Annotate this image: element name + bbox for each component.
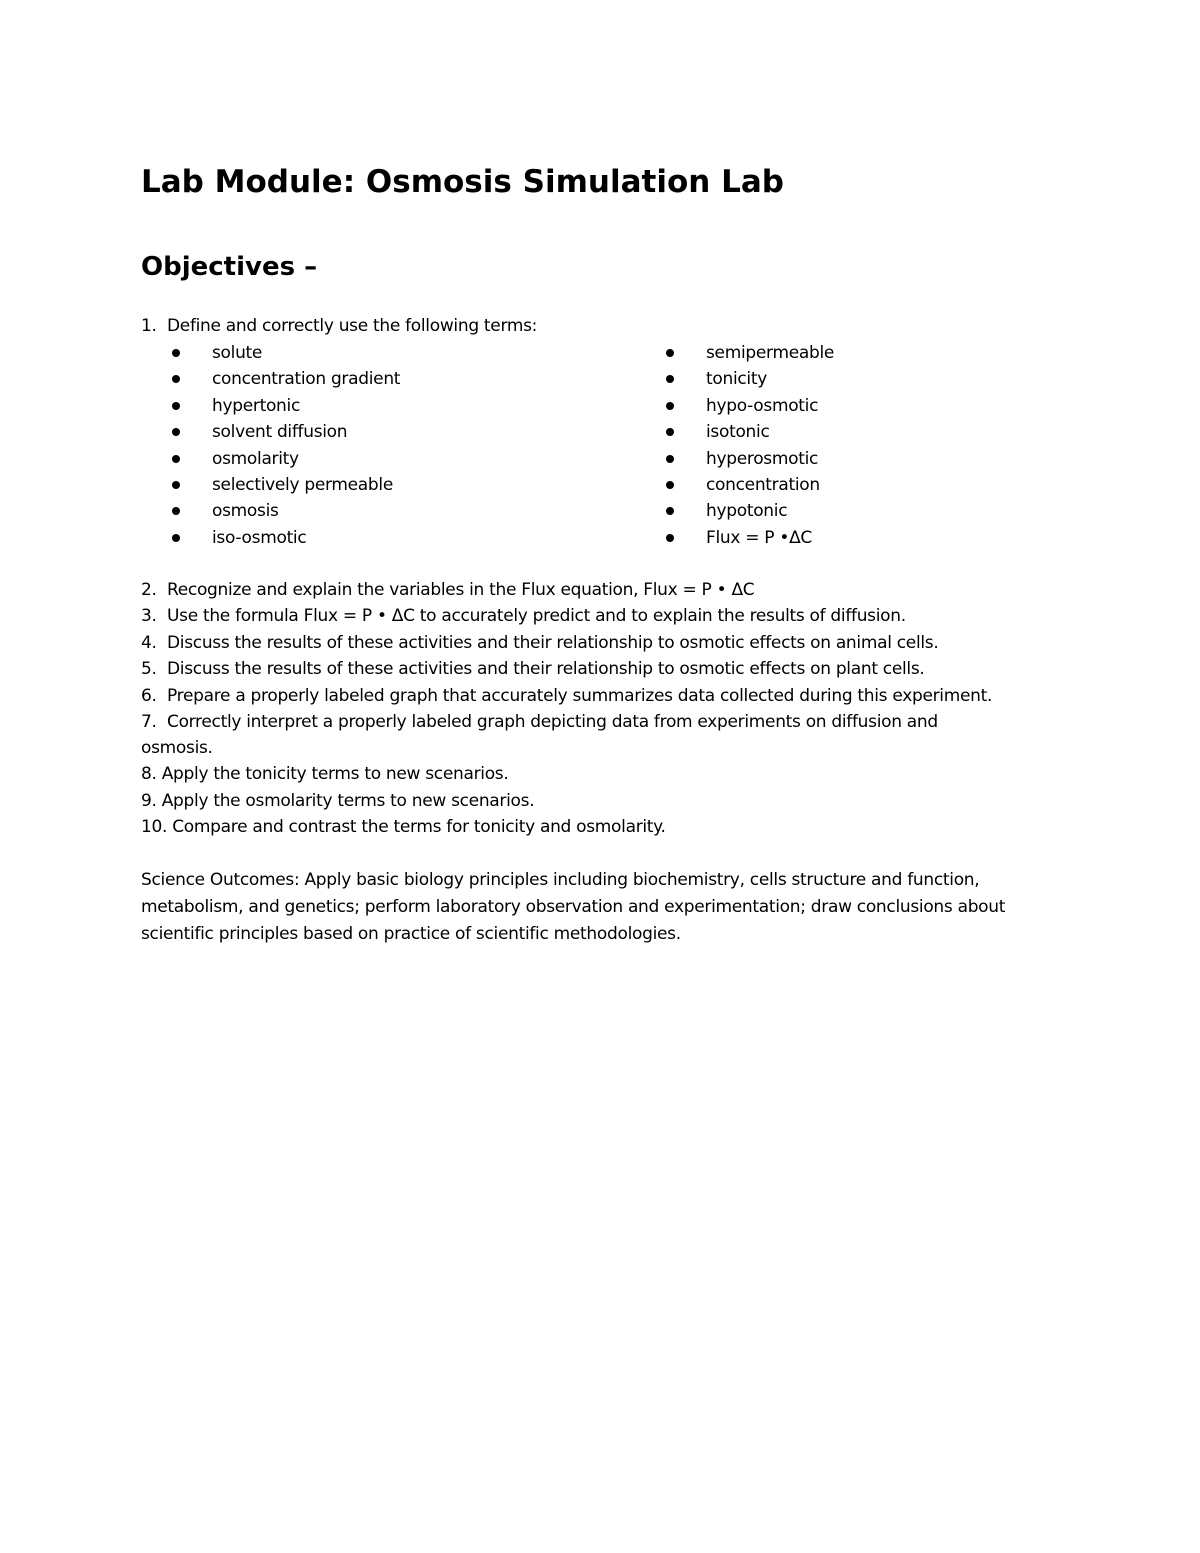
bullet-icon — [666, 428, 674, 436]
objective-number: 5. — [141, 659, 157, 679]
term-text: selectively permeable — [212, 474, 393, 495]
objective-item-5 — [141, 656, 925, 683]
terms-list-right — [666, 340, 834, 551]
term-item — [172, 393, 400, 419]
bullet-icon — [172, 375, 180, 383]
objective-item-10: 10. Compare and contrast the terms for tonicity and osmolarity. — [141, 817, 666, 837]
bullet-icon — [666, 507, 674, 515]
bullet-icon — [172, 507, 180, 515]
term-item — [666, 525, 834, 551]
objective-item-8: 8. Apply the tonicity terms to new scenarios. — [141, 764, 509, 784]
term-text: iso-osmotic — [212, 527, 307, 548]
term-text: hypotonic — [706, 501, 788, 522]
term-item — [666, 498, 834, 524]
bullet-icon — [666, 402, 674, 410]
bullet-icon — [666, 349, 674, 357]
objective-text: Define and correctly use the following terms: — [167, 316, 538, 336]
objective-item-1 — [141, 313, 537, 340]
objective-text: Prepare a properly labeled graph that accurately summarizes data collected during this experiment. — [167, 686, 993, 706]
objective-number: 2. — [141, 580, 157, 600]
term-item — [172, 472, 400, 498]
bullet-icon — [666, 481, 674, 489]
objective-item-6 — [141, 683, 992, 710]
bullet-icon — [172, 534, 180, 542]
term-text: osmosis — [212, 501, 279, 522]
bullet-icon — [172, 349, 180, 357]
term-text: isotonic — [706, 422, 770, 443]
objective-item-2 — [141, 577, 754, 604]
term-item — [666, 393, 834, 419]
terms-list-left — [172, 340, 400, 551]
term-item — [666, 340, 834, 366]
objective-text: Recognize and explain the variables in the Flux equation, Flux = P • ΔC — [167, 580, 755, 600]
objective-item-7-continuation: osmosis. — [141, 738, 213, 758]
term-text: hypertonic — [212, 395, 300, 416]
term-text: concentration — [706, 474, 820, 495]
term-text: Flux = P •ΔC — [706, 527, 812, 548]
objective-item-3 — [141, 603, 906, 630]
term-text: tonicity — [706, 369, 767, 390]
objective-number: 7. — [141, 712, 157, 732]
bullet-icon — [666, 375, 674, 383]
objective-text: Discuss the results of these activities and their relationship to osmotic effects on plant cells. — [167, 659, 925, 679]
objective-number: 3. — [141, 606, 157, 626]
term-item — [172, 446, 400, 472]
objective-text: Correctly interpret a properly labeled graph depicting data from experiments on diffusion and — [167, 712, 938, 732]
term-text: solute — [212, 343, 263, 363]
term-item — [172, 340, 400, 366]
bullet-icon — [666, 534, 674, 542]
term-text: hypo-osmotic — [706, 395, 819, 416]
bullet-icon — [172, 481, 180, 489]
term-item — [666, 419, 834, 445]
document-title: Lab Module: Osmosis Simulation Lab — [141, 164, 784, 200]
objective-text: Use the formula Flux = P • ΔC to accurately predict and to explain the results of diffusion. — [167, 606, 906, 626]
term-text: semipermeable — [706, 343, 835, 363]
objective-text: Discuss the results of these activities and their relationship to osmotic effects on animal cells. — [167, 633, 939, 653]
objective-number: 1. — [141, 316, 157, 336]
term-text: solvent diffusion — [212, 422, 348, 443]
term-item — [172, 525, 400, 551]
bullet-icon — [666, 455, 674, 463]
term-item — [666, 472, 834, 498]
term-item — [666, 446, 834, 472]
objective-number: 4. — [141, 633, 157, 653]
bullet-icon — [172, 455, 180, 463]
term-text: concentration gradient — [212, 369, 401, 390]
term-item — [666, 366, 834, 392]
term-item — [172, 366, 400, 392]
term-text: osmolarity — [212, 448, 299, 469]
science-outcomes-paragraph: Science Outcomes: Apply basic biology principles including biochemistry, cells structure and function, metabolism, and genetics; perform laboratory observation and experimentation; draw conclusions about scientific principles based on practice of scientific methodologies. — [141, 870, 1006, 944]
objective-item-4 — [141, 630, 938, 657]
objective-item-7 — [141, 709, 938, 736]
bullet-icon — [172, 402, 180, 410]
objective-item-9: 9. Apply the osmolarity terms to new scenarios. — [141, 791, 535, 811]
objective-number: 6. — [141, 686, 157, 706]
term-text: hyperosmotic — [706, 448, 819, 469]
bullet-icon — [172, 428, 180, 436]
term-item — [172, 498, 400, 524]
term-item — [172, 419, 400, 445]
objectives-heading: Objectives – — [141, 252, 318, 282]
